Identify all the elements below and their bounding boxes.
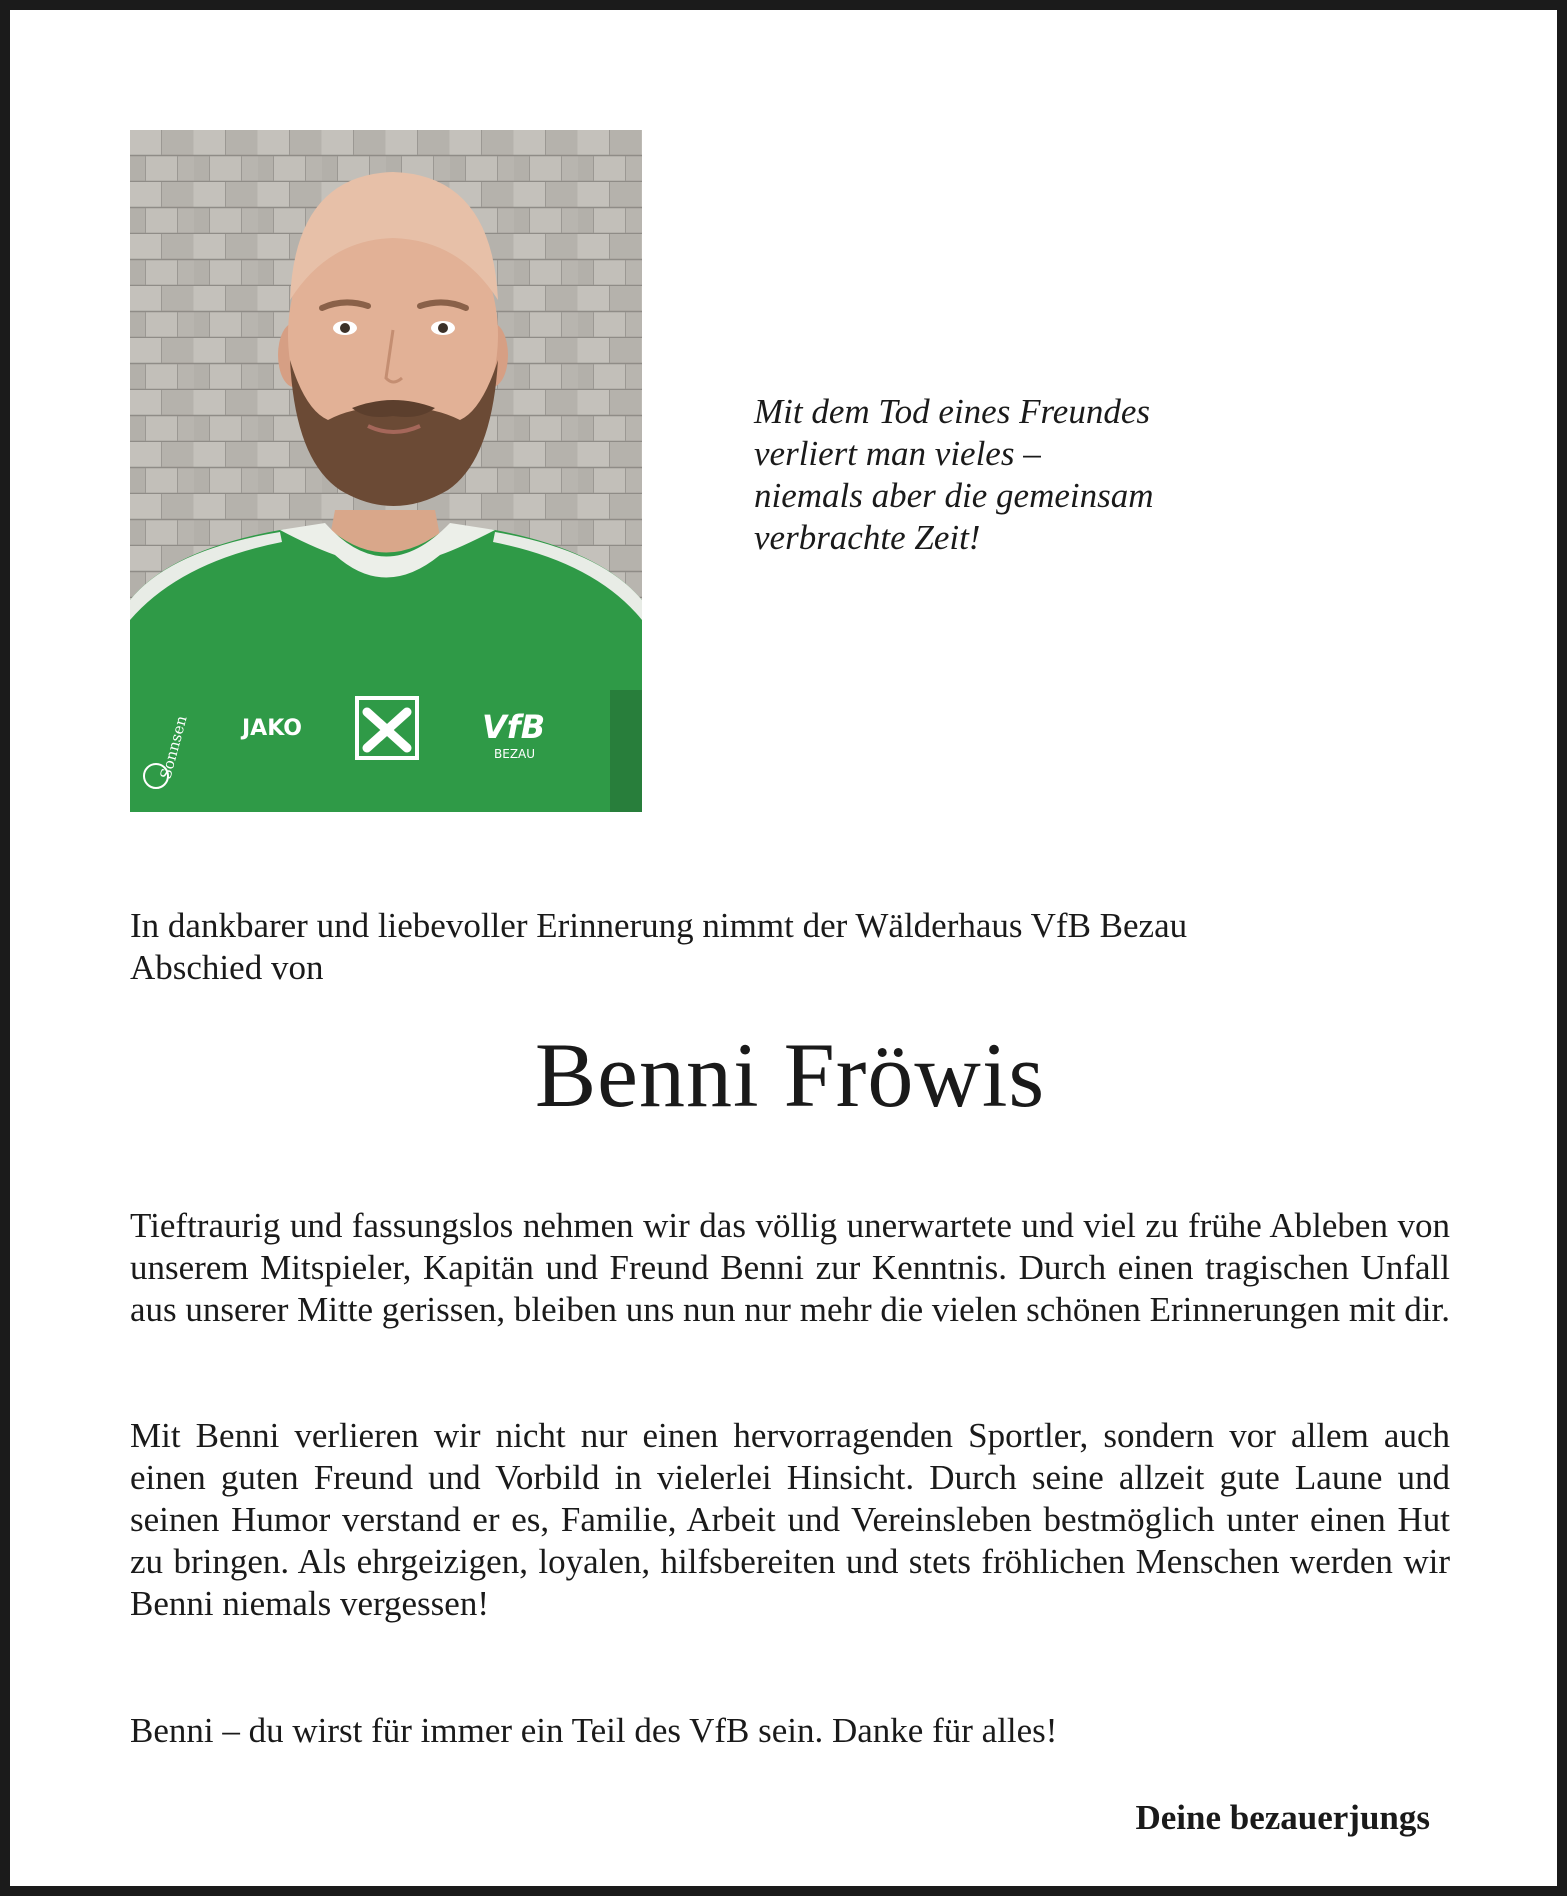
signature: Deine bezauerjungs <box>1135 1798 1430 1837</box>
intro-text <box>130 905 1460 989</box>
club-badge-subtext: BEZAU <box>494 747 536 761</box>
intro-line: Abschied von <box>130 948 324 987</box>
quote-line: verbrachte Zeit! <box>754 518 981 557</box>
club-badge-text: VfB <box>482 708 546 746</box>
quote-line: verliert man vieles – <box>754 434 1041 473</box>
paragraph-2: Mit Benni verlieren wir nicht nur einen hervorragenden Sportler, sondern vor allem auch einen guten Freund und Vorbild in vielerlei Hinsicht. Durch seine allzeit gute Laune und seinen Humor verstand er es, Familie, Arbeit und Vereinsleben bestmöglich unter einen Hut zu bringen. Als ehrgeizigen, loyalen, hilfsbereiten und stets fröhlichen Menschen werden wir Benni niemals vergessen! <box>130 1416 1450 1623</box>
memorial-quote <box>754 391 1314 559</box>
sleeve-sponsor-text: Sonnsen <box>156 713 191 782</box>
quote-line: Mit dem Tod eines Freundes <box>754 392 1150 431</box>
quote-line: niemals aber die gemeinsam <box>754 476 1154 515</box>
paragraph-1: Tieftraurig und fassungslos nehmen wir das völlig unerwartete und viel zu frühe Ableben von unserem Mitspieler, Kapitän und Freund Benni zur Kenntnis. Durch einen tragischen Unfall aus unserer Mitte gerissen, bleiben uns nun nur mehr die vielen schönen Erinnerungen mit dir. <box>130 1206 1450 1329</box>
paragraph-3: Benni – du wirst für immer ein Teil des VfB sein. Danke für alles! <box>130 1711 1058 1750</box>
jersey-brand-text: JAKO <box>242 716 302 741</box>
portrait-photo <box>130 130 642 812</box>
intro-line: In dankbarer und liebevoller Erinnerung nimmt der Wälderhaus VfB Bezau <box>130 906 1188 945</box>
deceased-name: Benni Fröwis <box>534 1024 1046 1126</box>
